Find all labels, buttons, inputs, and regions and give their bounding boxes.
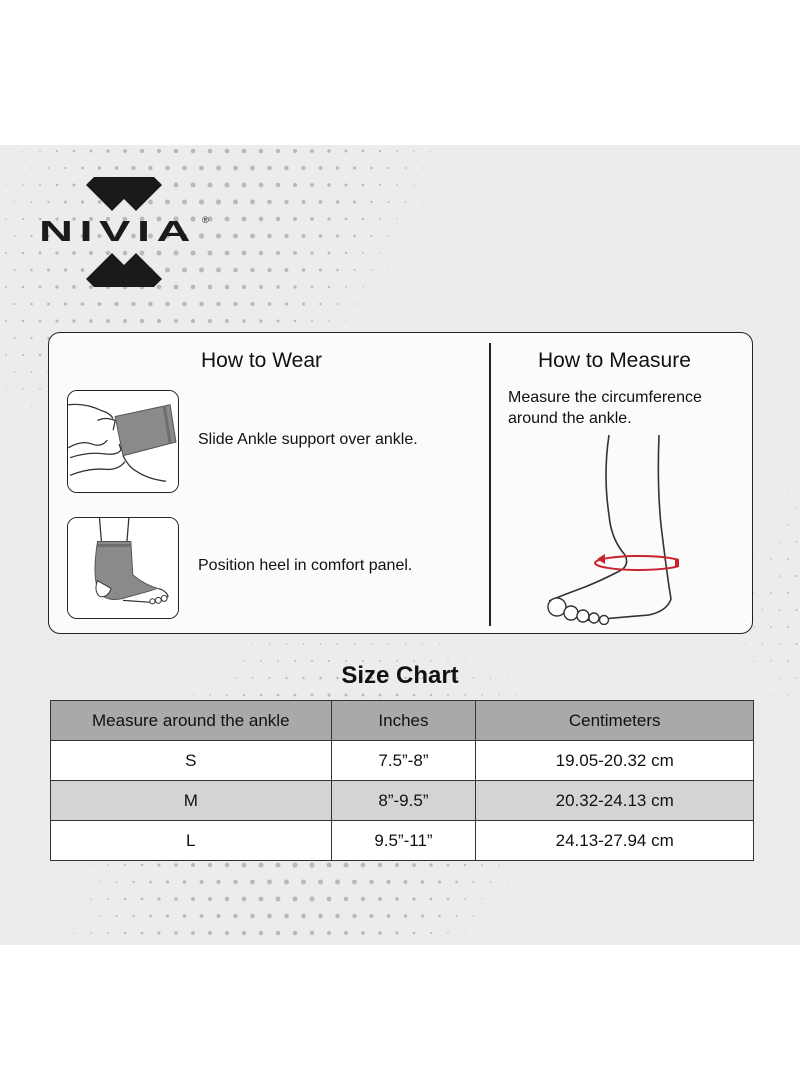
card-divider — [489, 343, 491, 626]
cm-cell: 19.05-20.32 cm — [476, 741, 754, 781]
svg-text:®: ® — [202, 215, 209, 225]
measure-description: Measure the circumference around the ankle. — [508, 389, 702, 427]
size-cell: L — [51, 821, 332, 861]
inches-cell: 9.5”-11” — [331, 821, 476, 861]
size-cell: M — [51, 781, 332, 821]
size-chart-title: Size Chart — [341, 662, 459, 689]
header-inches: Inches — [331, 701, 476, 741]
inches-cell: 7.5”-8” — [331, 741, 476, 781]
how-to-measure-title: How to Measure — [538, 349, 691, 372]
product-info-panel — [0, 145, 800, 945]
instructions-card — [48, 332, 753, 634]
cm-cell: 20.32-24.13 cm — [476, 781, 754, 821]
size-chart-table — [50, 700, 754, 861]
table-row — [51, 781, 754, 821]
step-slide-text: Slide Ankle support over ankle. — [198, 431, 418, 448]
table-row — [51, 821, 754, 861]
cm-cell: 24.13-27.94 cm — [476, 821, 754, 861]
table-header-row — [51, 701, 754, 741]
step-position-text: Position heel in comfort panel. — [198, 557, 413, 574]
table-row — [51, 741, 754, 781]
svg-text:NIVIA: NIVIA — [39, 216, 197, 248]
header-measure: Measure around the ankle — [51, 701, 332, 741]
nivia-logo — [36, 175, 212, 289]
inches-cell: 8”-9.5” — [331, 781, 476, 821]
size-cell: S — [51, 741, 332, 781]
foot-measure-icon — [539, 435, 679, 625]
how-to-wear-title: How to Wear — [201, 349, 322, 372]
ankle-support-foot-icon — [67, 517, 179, 619]
header-centimeters: Centimeters — [476, 701, 754, 741]
sleeve-pull-icon — [67, 390, 179, 493]
